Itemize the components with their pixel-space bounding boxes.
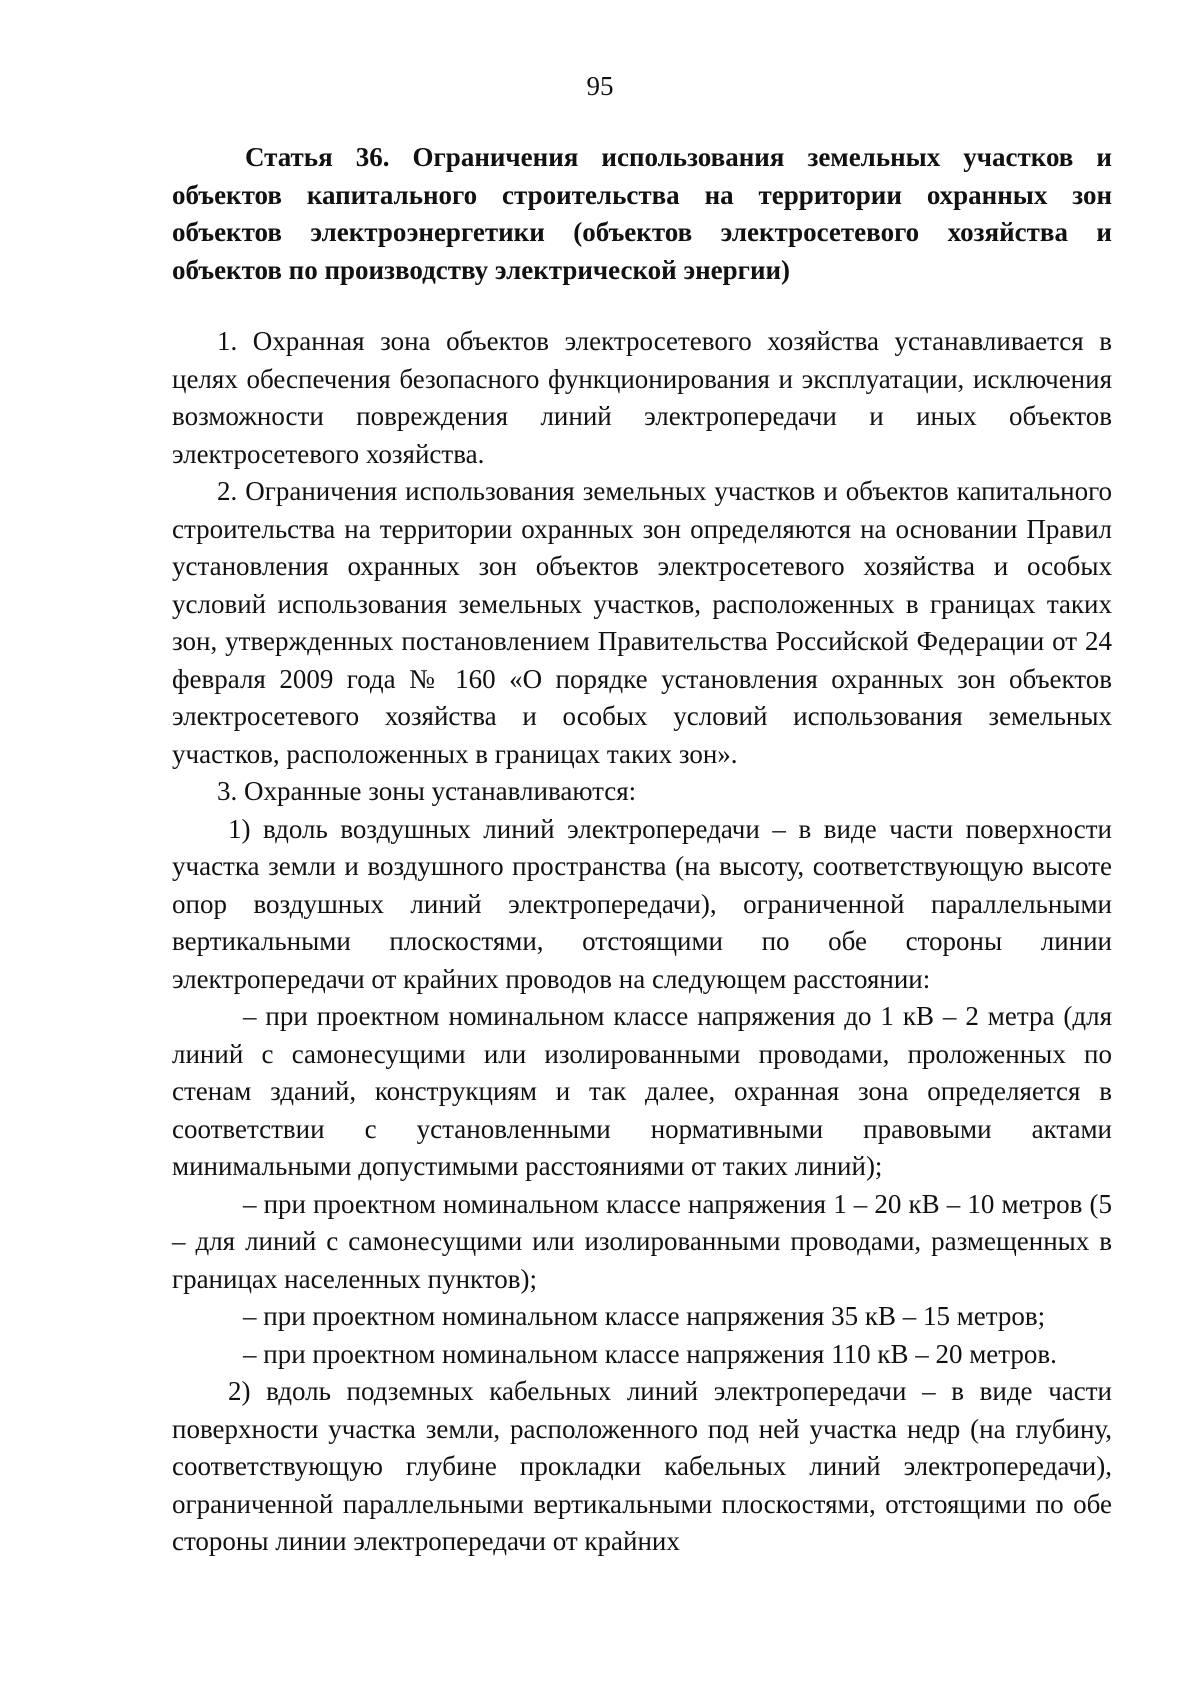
list-item-dash-4: – при проектном номинальном классе напряжения 110 кВ – 20 метров. — [243, 1338, 1057, 1369]
subparagraph-1: 1) вдоль воздушных линий электропередачи – в виде части поверхности участка земли и воздушного пространства (на высоту, соответствующую высоте опор воздушных линий электропередачи), ограниченной параллельными вертикальными плоскостями, отстоящими по обе стороны линии электропередачи от крайних проводов на следующем расстоянии: — [172, 813, 1112, 994]
list-item-dash-3: – при проектном номинальном классе напряжения 35 кВ – 15 метров; — [243, 1301, 1046, 1331]
paragraph-2: 2. Ограничения использования земельных участков и объектов капитального строительства на территории охранных зон определяются на основании Правил установления охранных зон объектов электросетевого хозяйства и особых условий использования земельных участков, расположенных в границах таких зон, утвержденных постановлением Правительства Российской Федерации от 24 февраля 2009 года № 160 «О порядке установления охранных зон объектов электросетевого хозяйства и особых условий использования земельных участков, расположенных в границах таких зон». — [172, 476, 1112, 769]
list-item-dash-1: – при проектном номинальном классе напряжения до 1 кВ – 2 метра (для линий с самонесущими или изолированными проводами, проложенных по стенам зданий, конструкциям и так далее, охранная зона определяется в соответствии с установленными нормативными правовыми актами минимальными допустимыми расстояниями от таких линий); — [172, 1001, 1112, 1181]
paragraph-1: 1. Охранная зона объектов электросетевого хозяйства устанавливается в целях обеспечения безопасного функционирования и эксплуатации, исключения возможности повреждения линий электропередачи и иных объектов электросетевого хозяйства. — [172, 326, 1112, 469]
article-title: Статья 36. Ограничения использования земельных участков и объектов капитального строительства на территории охранных зон объектов электроэнергетики (объектов электросетевого хозяйства и объектов по производству электрической энергии) — [172, 142, 1112, 285]
paragraph-3: 3. Охранные зоны устанавливаются: — [217, 776, 637, 806]
page-number: 95 — [586, 71, 614, 101]
subparagraph-2: 2) вдоль подземных кабельных линий электропередачи – в виде части поверхности участка земли, расположенного под ней участка недр (на глубину, соответствующую глубине прокладки кабельных линий электропередачи), ограниченной параллельными вертикальными плоскостями, отстоящими по обе стороны линии электропередачи от крайних — [172, 1376, 1112, 1556]
list-item-dash-2: – при проектном номинальном классе напряжения 1 – 20 кВ – 10 метров (5 – для линий с самонесущими или изолированными проводами, размещенных в границах населенных пунктов); — [172, 1188, 1112, 1294]
document-body — [172, 139, 1112, 1561]
